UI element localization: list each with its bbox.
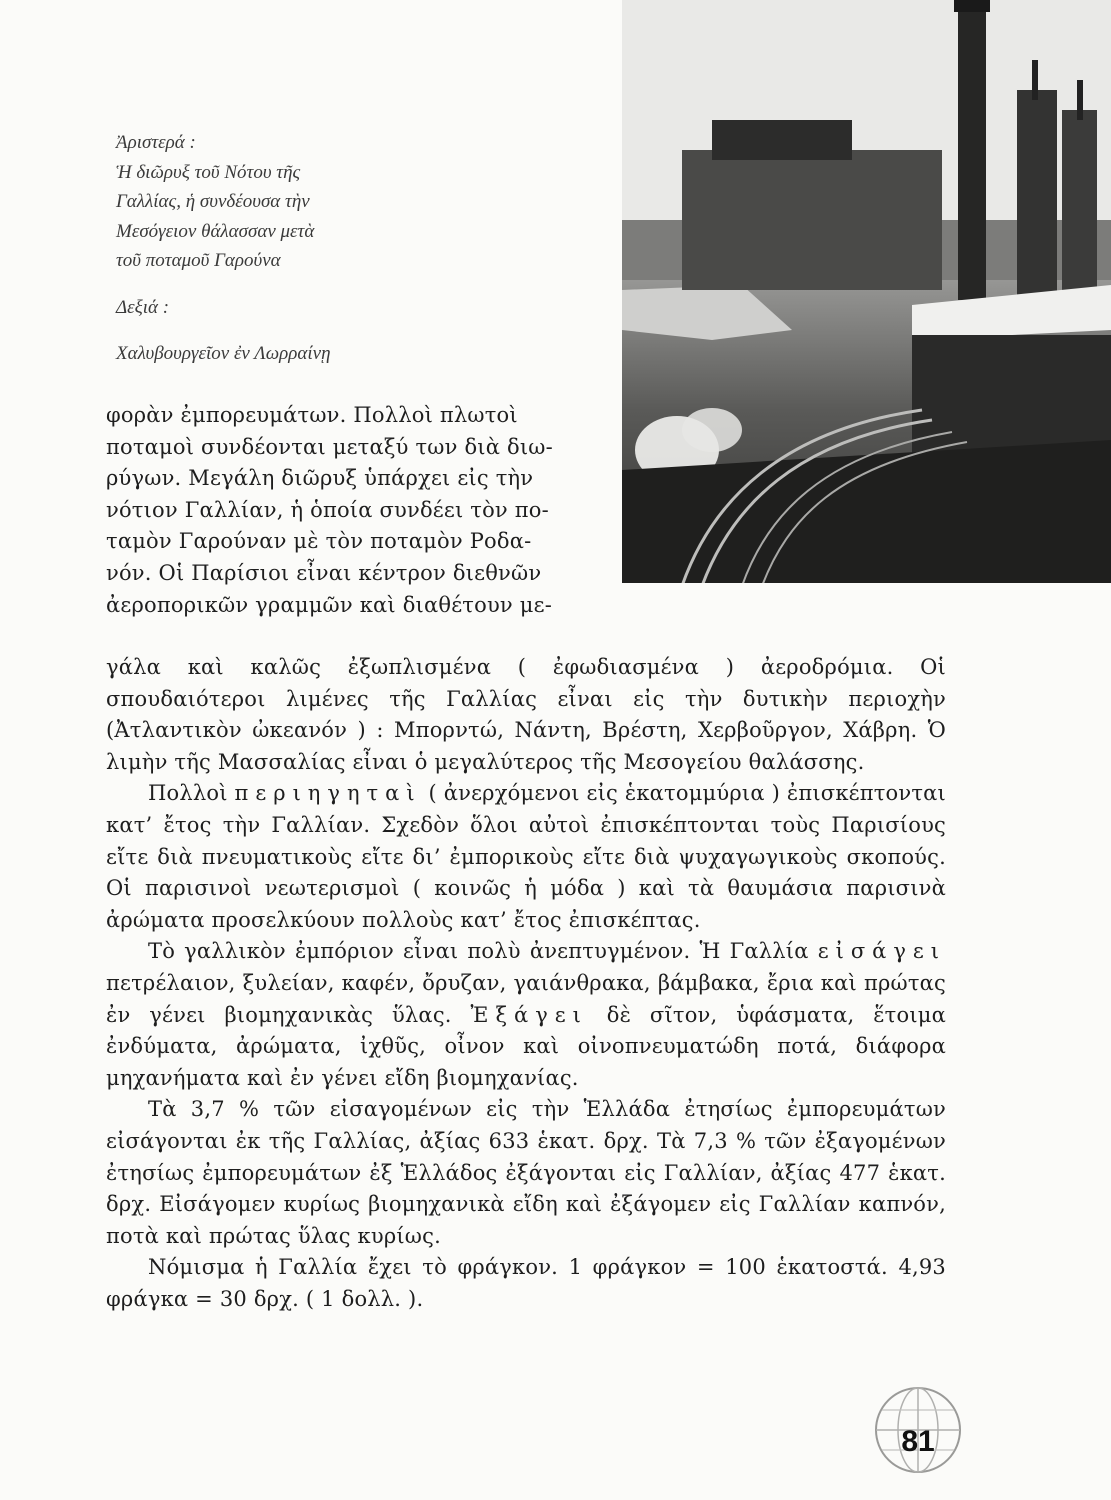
main-text-block: [106, 652, 946, 1315]
caption-right-label: Δεξιά :: [116, 296, 170, 318]
spaced-word-exports: Ἐξάγει: [470, 1002, 588, 1027]
text-line: ἀεροπορικῶν γραμμῶν καὶ διαθέτουν με-: [106, 592, 552, 617]
text-line: ταμὸν Γαρούναν μὲ τὸν ποταμὸν Ροδα-: [106, 529, 532, 554]
paragraph-ports: γάλα καὶ καλῶς ἐξωπλισμένα ( ἐφωδιασμένα ) ἀεροδρόμια. Οἱ σπουδαιότεροι λιμένες τῆς Γαλλίας εἶναι εἰς τὴν δυτικὴν περιοχὴν (Ἀτλαντικὸν ὠκεανόν ) : Μπορντώ, Νάντη, Βρέστη, Χερβοῦργον, Χάβρη. Ὁ λιμὴν τῆς Μασσαλίας εἶναι ὁ μεγαλύτερος τῆς Μεσογείου θαλάσσης.: [106, 655, 946, 774]
text-line: ρύγων. Μεγάλη διῶρυξ ὑπάρχει εἰς τὴν: [106, 466, 534, 491]
photo-caption: [116, 128, 416, 369]
text-line: νόν. Οἱ Παρίσιοι εἶναι κέντρον διεθνῶν: [106, 560, 542, 585]
paragraph-trade-middle: πετρέλαιον, ξυλείαν, καφέν, ὄρυζαν, γαιάνθρακα, βάμβακα, ἔρια καὶ πρώτας ἐν γένει βιομηχανικὰς ὕλας.: [106, 970, 946, 1027]
paragraph-trade-start: Τὸ γαλλικὸν ἐμπόριον εἶναι πολὺ ἀνεπτυγμένον. Ἡ Γαλλία: [148, 939, 809, 964]
caption-left-line: Ἡ διῶρυξ τοῦ Νότου τῆς: [116, 161, 301, 183]
paragraph-tourists-rest: ( ἀνερχόμενοι εἰς ἑκατομμύρια ) ἐπισκέπτονται κατ’ ἔτος τὴν Γαλλίαν. Σχεδὸν ὅλοι αὐτοὶ ἐπισκέπτονται τοὺς Παρισίους εἴτε διὰ πνευματικοὺς εἴτε δι’ ἐμπορικοὺς εἴτε διὰ ψυχαγωγικοὺς σκοπούς. Οἱ παρισινοὶ νεωτερισμοὶ ( κοινῶς ἡ μόδα ) καὶ τὰ θαυμάσια παρισινὰ ἀρώματα προσελκύουν πολλοὺς κατ’ ἔτος ἐπισκέπτας.: [106, 781, 946, 932]
paragraph-currency: Νόμισμα ἡ Γαλλία ἔχει τὸ φράγκον. 1 φράγκον = 100 ἑκατοστά. 4,93 φράγκα = 30 δρχ. ( 1 δολλ. ).: [106, 1255, 946, 1311]
caption-left-label: Ἀριστερά :: [116, 132, 196, 153]
paragraph-trade: [106, 936, 946, 1094]
page-number: 81: [901, 1425, 935, 1458]
caption-right-line: Χαλυβουργεῖον ἐν Λωρραίνῃ: [116, 343, 331, 364]
page-number-badge: [872, 1384, 964, 1476]
steelworks-photo: [622, 0, 1111, 586]
text-line: ποταμοὶ συνδέονται μεταξύ των διὰ διω-: [106, 434, 553, 459]
spaced-word-imports: εἰσάγει: [817, 939, 946, 964]
paragraph-greece-trade: Τὰ 3,7 % τῶν εἰσαγομένων εἰς τὴν Ἑλλάδα ἐτησίως ἐμπορευμάτων εἰσάγονται ἐκ τῆς Γαλλίας, ἀξίας 633 ἑκατ. δρχ. Τὰ 7,3 % τῶν ἐξαγομένων ἐτησίως ἐμπορευμάτων ἐξ Ἑλλάδος ἐξάγονται εἰς Γαλλίαν, ἀξίας 477 ἑκατ. δρχ. Εἰσάγομεν κυρίως βιομηχανικὰ εἴδη καὶ ἐξάγομεν εἰς Γαλλίαν καπνόν, ποτὰ καὶ πρώτας ὕλας κυρίως.: [106, 1097, 946, 1248]
spaced-word-tourists: περιηγηταὶ: [234, 781, 422, 806]
paragraph-tourists-start: Πολλοὶ: [148, 781, 228, 806]
text-line: νότιον Γαλλίαν, ἡ ὁποία συνδέει τὸν πο-: [106, 497, 549, 522]
caption-left-line: Μεσόγειον θάλασσαν μετὰ: [116, 220, 315, 242]
narrow-text-block: [106, 400, 596, 621]
caption-left-line: Γαλλίας, ἡ συνδέουσα τὴν: [116, 191, 310, 212]
text-line: φορὰν ἐμπορευμάτων. Πολλοὶ πλωτοὶ: [106, 403, 518, 427]
steelworks-photo-drawing: [622, 0, 1111, 586]
paragraph-tourists: [106, 778, 946, 936]
caption-left-line: τοῦ ποταμοῦ Γαρούνα: [116, 250, 281, 271]
paragraph-trade-end: δὲ σῖτον, ὑφάσματα, ἕτοιμα ἐνδύματα, ἀρώματα, ἰχθῦς, οἶνον καὶ οἰνοπνευματώδη ποτά, διάφορα μηχανήματα καὶ ἐν γένει εἴδη βιομηχανίας.: [106, 1002, 946, 1090]
